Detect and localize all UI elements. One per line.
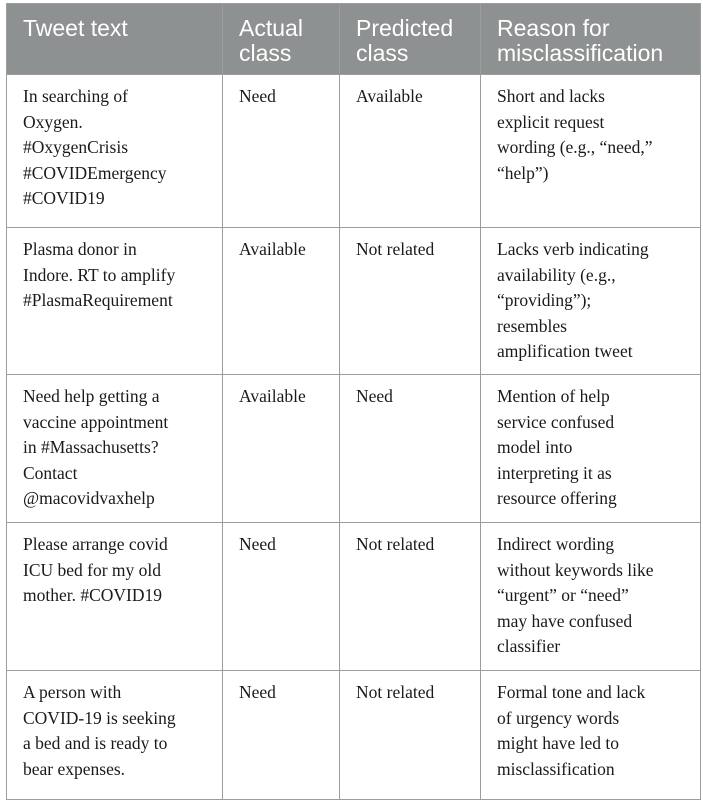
misclassification-table	[6, 3, 701, 800]
header-row	[7, 4, 701, 75]
cell-reason: Formal tone and lack of urgency words might have led to misclassification	[481, 671, 701, 800]
cell-reason: Short and lacks explicit request wording (e.g., “need,” “help”)	[481, 75, 701, 228]
cell-actual-class: Need	[223, 671, 340, 800]
table-body	[7, 75, 701, 800]
table-row	[7, 523, 701, 671]
cell-reason: Indirect wording without keywords like “urgent” or “need” may have confused classifier	[481, 523, 701, 671]
table-header	[7, 4, 701, 75]
cell-reason: Mention of help service confused model into interpreting it as resource offering	[481, 375, 701, 523]
cell-actual-class: Available	[223, 375, 340, 523]
cell-actual-class: Need	[223, 75, 340, 228]
header-predicted-class: Predicted class	[340, 4, 481, 75]
cell-predicted-class: Not related	[340, 671, 481, 800]
cell-tweet: Need help getting a vaccine appointment in #Massachusetts? Contact @macovidvaxhelp	[7, 375, 223, 523]
cell-tweet: Plasma donor in Indore. RT to amplify #PlasmaRequirement	[7, 228, 223, 375]
cell-predicted-class: Not related	[340, 228, 481, 375]
table-row	[7, 228, 701, 375]
table-row	[7, 375, 701, 523]
header-reason: Reason for misclassification	[481, 4, 701, 75]
header-tweet-text: Tweet text	[7, 4, 223, 75]
cell-tweet: In searching of Oxygen. #OxygenCrisis #COVIDEmergency #COVID19	[7, 75, 223, 228]
table-row	[7, 75, 701, 228]
cell-tweet: A person with COVID-19 is seeking a bed and is ready to bear expenses.	[7, 671, 223, 800]
cell-predicted-class: Not related	[340, 523, 481, 671]
table-row	[7, 671, 701, 800]
cell-reason: Lacks verb indicating availability (e.g., “providing”); resembles amplification tweet	[481, 228, 701, 375]
cell-actual-class: Need	[223, 523, 340, 671]
header-actual-class: Actual class	[223, 4, 340, 75]
cell-actual-class: Available	[223, 228, 340, 375]
cell-predicted-class: Available	[340, 75, 481, 228]
cell-tweet: Please arrange covid ICU bed for my old mother. #COVID19	[7, 523, 223, 671]
cell-predicted-class: Need	[340, 375, 481, 523]
